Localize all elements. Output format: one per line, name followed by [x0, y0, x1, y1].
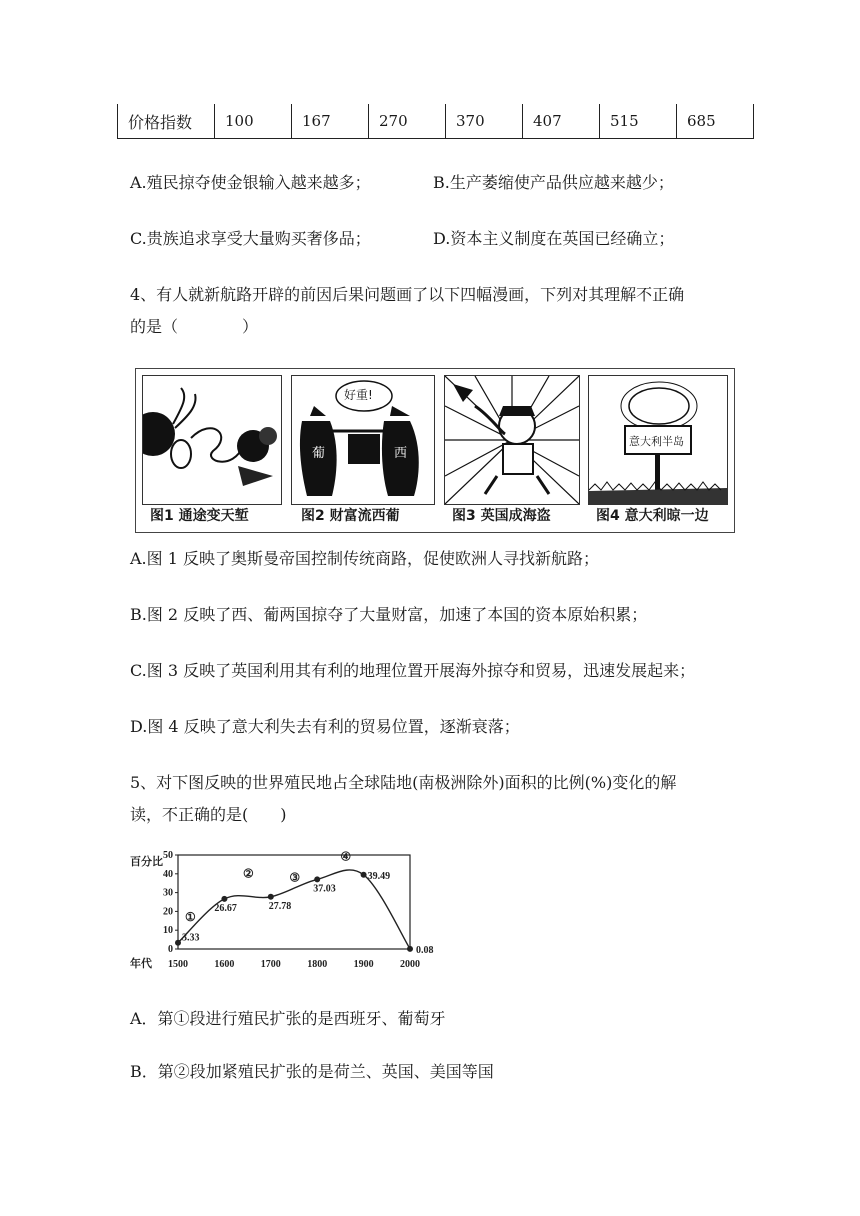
q4-option-a: A.图 1 反映了奥斯曼帝国控制传统商路，促使欧洲人寻找新航路； — [130, 549, 599, 568]
comic-panel-2 — [291, 375, 435, 505]
scissors-snake-illustration — [143, 376, 281, 504]
caption-1: 图1 通途变天堑 — [150, 508, 249, 524]
q4-option-c: C.图 3 反映了英国利用其有利的地理位置开展海外掠夺和贸易，迅速发展起来； — [130, 661, 696, 680]
comic-panel-1 — [142, 375, 282, 505]
table-header-cell: 价格指数 — [118, 104, 215, 139]
x-tick-label: 2000 — [400, 959, 420, 970]
data-point — [175, 940, 181, 946]
y-tick-label: 40 — [163, 868, 173, 880]
comic-strip — [135, 368, 735, 533]
sign-text: 意大利半岛 — [629, 435, 684, 448]
q3-option-c: C.贵族追求享受大量购买奢侈品； — [130, 229, 371, 248]
q4-option-b: B.图 2 反映了西、葡两国掠夺了大量财富，加速了本国的资本原始积累； — [130, 605, 648, 624]
y-tick-label: 0 — [168, 944, 173, 955]
x-tick-label: 1800 — [307, 959, 328, 970]
data-label: 37.03 — [313, 883, 336, 895]
q4-stem-line1: 4、有人就新航路开辟的前因后果问题画了以下四幅漫画，下列对其理解不正确 — [130, 285, 685, 304]
x-tick-label: 1500 — [168, 959, 188, 970]
segment-marker: ③ — [289, 870, 301, 885]
q4-option-d: D.图 4 反映了意大利失去有利的贸易位置，逐渐衰落； — [130, 717, 520, 736]
data-point — [361, 872, 367, 878]
data-label: 39.49 — [367, 870, 391, 882]
comic-panel-3 — [444, 375, 580, 505]
table-cell: 515 — [600, 104, 677, 139]
data-point — [268, 894, 274, 900]
q5-option-b: B．第②段加紧殖民扩张的是荷兰、英国、美国等国 — [130, 1062, 494, 1081]
data-label: 26.67 — [214, 902, 237, 914]
data-point — [314, 876, 320, 882]
segment-marker: ② — [242, 866, 254, 881]
data-point — [407, 946, 413, 952]
x-axis-label: 年代 — [130, 958, 152, 970]
caption-4: 图4 意大利晾一边 — [596, 508, 709, 524]
caption-2: 图2 财富流西葡 — [301, 508, 400, 524]
speech-bubble-text: 好重! — [344, 388, 373, 402]
y-tick-label: 10 — [163, 925, 173, 937]
y-tick-label: 50 — [163, 850, 173, 861]
table-cell: 100 — [215, 104, 292, 139]
table-cell: 407 — [523, 104, 600, 139]
price-index-table — [117, 104, 754, 139]
y-tick-label: 30 — [163, 887, 173, 899]
q3-option-b: B.生产萎缩使产品供应越来越少； — [433, 173, 674, 192]
x-tick-label: 1600 — [214, 959, 235, 970]
x-tick-label: 1900 — [353, 959, 374, 970]
data-label: 3.33 — [182, 932, 200, 944]
q5-stem-line2: 读，不正确的是( ) — [130, 805, 287, 824]
data-label: 0.08 — [416, 944, 434, 956]
caption-3: 图3 英国成海盗 — [452, 508, 551, 524]
pirate-illustration — [445, 376, 579, 504]
q3-option-d: D.资本主义制度在英国已经确立； — [433, 229, 675, 248]
q5-option-a: A．第①段进行殖民扩张的是西班牙、葡萄牙 — [130, 1009, 446, 1028]
y-tick-label: 20 — [163, 906, 173, 918]
x-tick-label: 1700 — [260, 959, 281, 970]
table-cell: 167 — [292, 104, 369, 139]
table-cell: 270 — [369, 104, 446, 139]
y-axis-label: 百分比 — [130, 856, 163, 868]
segment-marker: ① — [184, 909, 196, 924]
q4-stem-line2: 的是（ ） — [130, 317, 259, 336]
plot-frame — [178, 855, 410, 949]
table-cell: 685 — [677, 104, 754, 139]
table-row — [118, 104, 754, 139]
segment-marker: ④ — [340, 849, 352, 864]
q5-stem-line1: 5、对下图反映的世界殖民地占全球陆地(南极洲除外)面积的比例(%)变化的解 — [130, 773, 677, 792]
data-label: 27.78 — [268, 900, 292, 912]
data-point — [221, 896, 227, 902]
figure-label-left: 葡 — [312, 446, 326, 461]
comic-panel-4 — [588, 375, 728, 505]
figure-label-right: 西 — [394, 446, 408, 461]
chart-svg — [120, 845, 440, 975]
table-cell: 370 — [446, 104, 523, 139]
q3-option-a: A.殖民掠夺使金银输入越来越多； — [130, 173, 371, 192]
colony-area-chart — [120, 845, 440, 975]
